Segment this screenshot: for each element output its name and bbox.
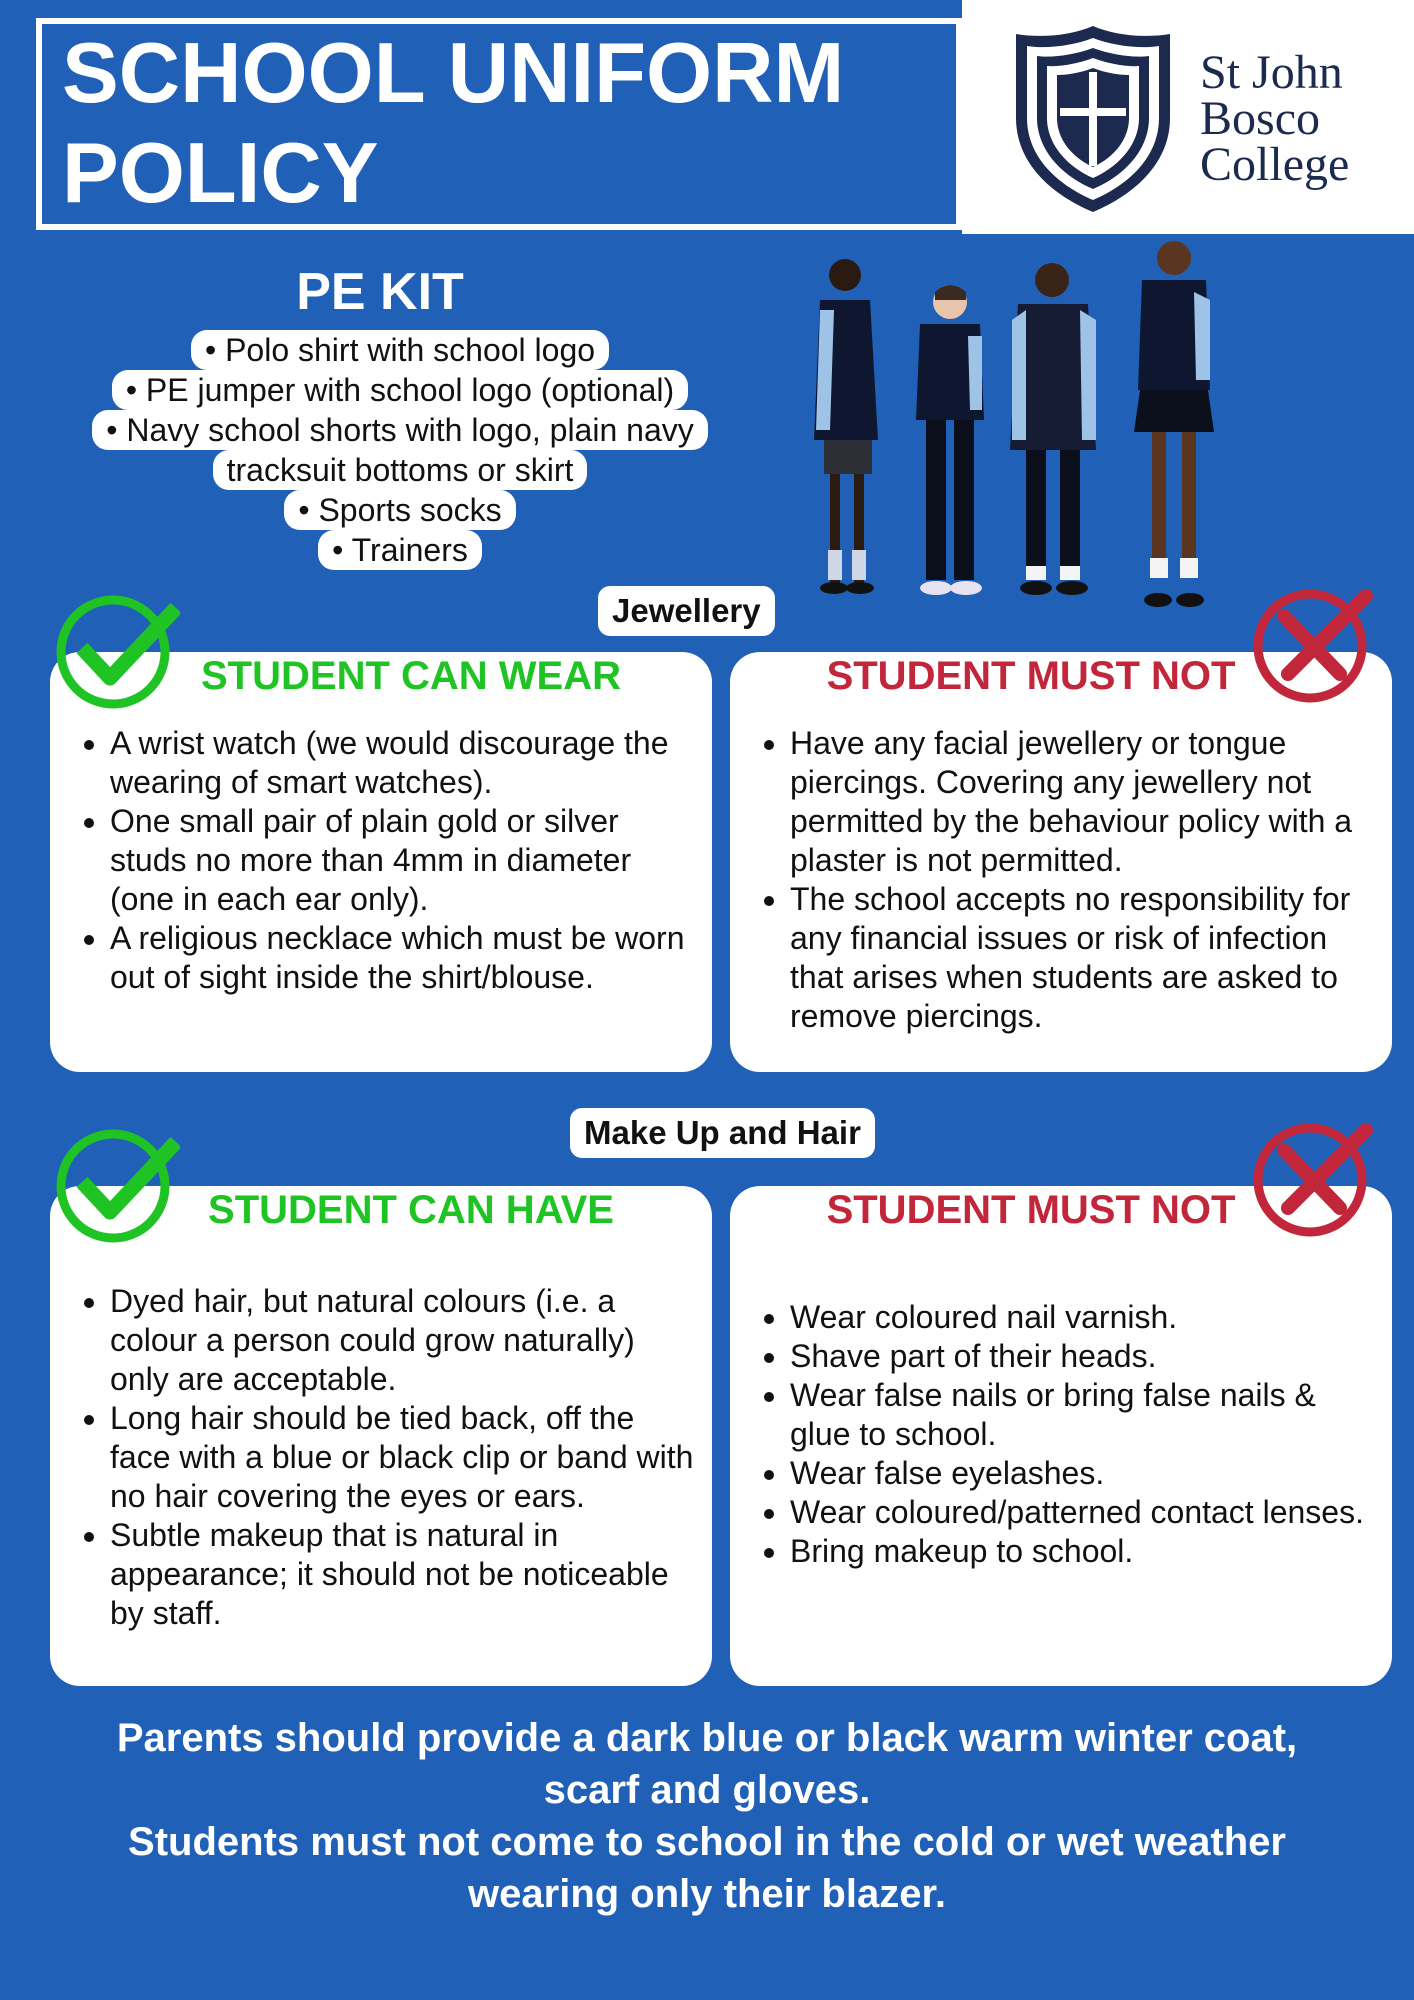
list-item: • Subtle makeup that is natural in appearance; it should not be noticeable by staff.	[110, 1516, 698, 1633]
can-have-card	[50, 1186, 712, 1686]
school-name-line-2: Bosco	[1200, 92, 1320, 145]
student-figure	[1010, 263, 1096, 595]
list-item: • Bring makeup to school.	[790, 1532, 1378, 1571]
student-figure	[814, 259, 878, 594]
pe-kit-list	[20, 330, 780, 570]
must-not-list	[748, 1298, 1378, 1571]
list-item: • Long hair should be tied back, off the face with a blue or black clip or band with no hair covering the eyes or ears.	[110, 1399, 698, 1516]
footer-line: Parents should provide a dark blue or black warm winter coat,	[116, 1716, 1298, 1760]
pe-kit-item: • PE jumper with school logo (optional)	[112, 370, 688, 410]
students-photo	[790, 240, 1250, 640]
pe-kit-item: • Navy school shorts with logo, plain navy	[92, 410, 707, 450]
can-wear-card	[50, 652, 712, 1072]
must-not-list	[748, 724, 1378, 1036]
pe-kit-heading: PE KIT	[296, 263, 464, 321]
can-have-list	[68, 1282, 698, 1633]
cross-icon	[1248, 586, 1378, 706]
school-name	[1200, 46, 1350, 191]
list-item: • A religious necklace which must be worn out of sight inside the shirt/blouse.	[110, 919, 698, 997]
title-line-1: SCHOOL UNIFORM	[62, 26, 845, 121]
list-item: • Shave part of their heads.	[790, 1337, 1378, 1376]
can-have-heading: STUDENT CAN HAVE	[208, 1188, 614, 1232]
list-item: • Wear false nails or bring false nails & glue to school.	[790, 1376, 1378, 1454]
pe-kit-item: • Trainers	[318, 530, 482, 570]
list-item: • A wrist watch (we would discourage the wearing of smart watches).	[110, 724, 698, 802]
school-name-line-1: St John	[1200, 46, 1343, 99]
checkmark-icon	[50, 1124, 180, 1244]
pe-kit-item: • Polo shirt with school logo	[191, 330, 609, 370]
student-figure	[916, 285, 984, 595]
must-not-jewellery-card	[730, 652, 1392, 1072]
can-wear-list	[68, 724, 698, 997]
student-figure	[1134, 241, 1214, 607]
list-item: • Dyed hair, but natural colours (i.e. a colour a person could grow naturally) only are acceptable.	[110, 1282, 698, 1399]
list-item: • The school accepts no responsibility for any financial issues or risk of infection that arises when students are asked to remove piercings.	[790, 880, 1378, 1036]
must-not-heading: STUDENT MUST NOT	[826, 654, 1236, 698]
list-item: • Wear coloured/patterned contact lenses.	[790, 1493, 1378, 1532]
list-item: • One small pair of plain gold or silver studs no more than 4mm in diameter (one in each ear only).	[110, 802, 698, 919]
footer-line: Students must not come to school in the cold or wet weather	[128, 1820, 1286, 1864]
list-item: • Wear false eyelashes.	[790, 1454, 1378, 1493]
title-line-2: POLICY	[62, 126, 379, 221]
pe-kit-item: tracksuit bottoms or skirt	[213, 450, 588, 490]
checkmark-icon	[50, 590, 180, 710]
page-title	[62, 24, 962, 224]
section-tag-jewellery: Jewellery	[598, 586, 775, 636]
must-not-heading: STUDENT MUST NOT	[826, 1188, 1236, 1232]
can-wear-heading: STUDENT CAN WEAR	[201, 654, 621, 698]
list-item: • Wear coloured nail varnish.	[790, 1298, 1378, 1337]
must-not-makeup-card	[730, 1186, 1392, 1686]
footer-line: wearing only their blazer.	[468, 1872, 946, 1916]
shield-crest-icon	[1010, 22, 1176, 216]
pe-kit-item: • Sports socks	[284, 490, 515, 530]
school-name-line-3: College	[1200, 138, 1350, 191]
cross-icon	[1248, 1120, 1378, 1240]
list-item: • Have any facial jewellery or tongue piercings. Covering any jewellery not permitted by the behaviour policy with a plaster is not permitted.	[790, 724, 1378, 880]
section-tag-makeup-hair: Make Up and Hair	[570, 1108, 875, 1158]
footer-line: scarf and gloves.	[543, 1768, 871, 1812]
footer-notice	[40, 1712, 1374, 1920]
